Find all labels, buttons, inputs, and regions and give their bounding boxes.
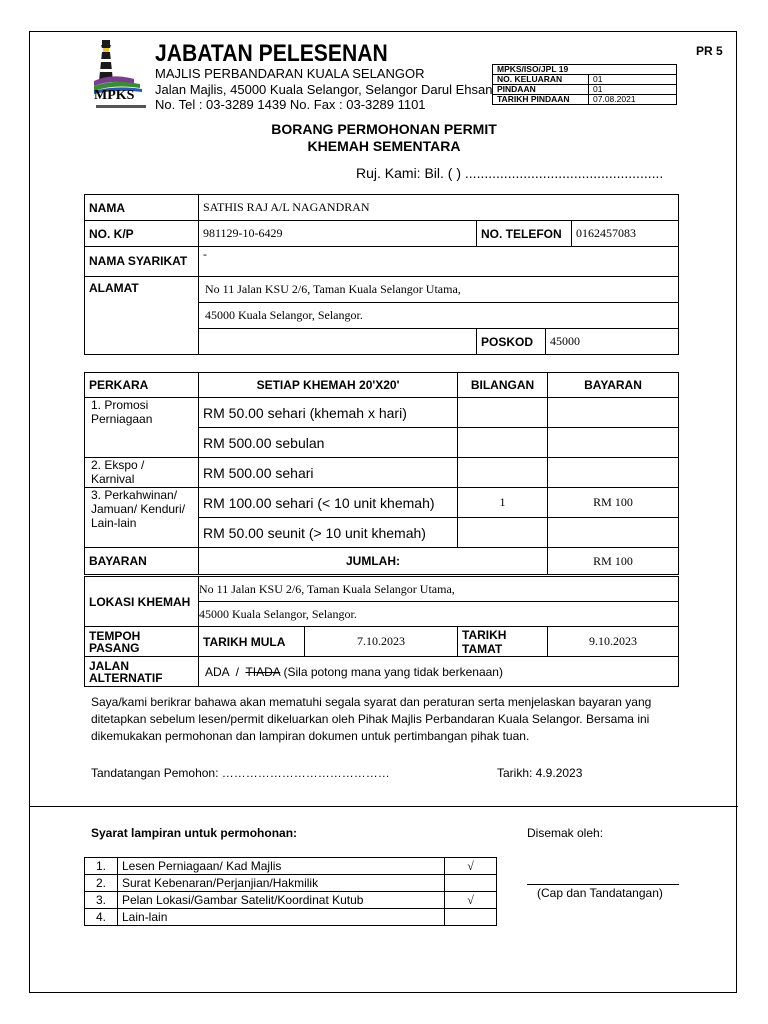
poskod-label: POSKOD: [477, 329, 546, 355]
item1-rate-b: RM 500.00 sebulan: [199, 428, 458, 458]
mula-field[interactable]: 7.10.2023: [305, 627, 458, 657]
iso-code: MPKS/ISO/JPL 19: [493, 65, 677, 75]
item2-label: [85, 458, 199, 488]
section-divider: [29, 806, 738, 807]
mula-label: TARIKH MULA: [199, 627, 305, 657]
attachment-item: Lain-lain: [118, 909, 445, 926]
syarikat-field[interactable]: -: [199, 247, 679, 277]
item2-label-text: 2. Ekspo / Karnival: [91, 458, 145, 486]
item1-count-a[interactable]: [458, 398, 548, 428]
attachment-checkbox[interactable]: [445, 909, 497, 926]
iso-value: 07.08.2021: [589, 95, 677, 105]
iso-value: 01: [589, 75, 677, 85]
item2-rate: RM 500.00 sehari: [199, 458, 458, 488]
kp-field[interactable]: 981129-10-6429: [199, 221, 477, 247]
stamp-signature-line[interactable]: [527, 884, 679, 885]
iso-value: 01: [589, 85, 677, 95]
attachment-no: 2.: [85, 875, 118, 892]
alamat-line3[interactable]: [199, 329, 477, 355]
nama-label: NAMA: [85, 195, 199, 221]
attachment-checkbox[interactable]: √: [445, 892, 497, 909]
stamp-label: (Cap dan Tandatangan): [537, 886, 663, 900]
attachment-checkbox[interactable]: √: [445, 858, 497, 875]
jalan-label: JALAN ALTERNATIF: [85, 657, 199, 687]
attachments-table: [84, 857, 497, 926]
iso-label: TARIKH PINDAAN: [493, 95, 589, 105]
attachments-title: Syarat lampiran untuk permohonan:: [91, 826, 298, 840]
alamat-line2[interactable]: 45000 Kuala Selangor, Selangor.: [199, 303, 679, 329]
jalan-note: (Sila potong mana yang tidak berkenaan): [280, 664, 503, 679]
telefon-label: NO. TELEFON: [477, 221, 572, 247]
attachment-item: Lesen Perniagaan/ Kad Majlis: [118, 858, 445, 875]
iso-label: NO. KELUARAN: [493, 75, 589, 85]
attachment-no: 3.: [85, 892, 118, 909]
logo-text: MPKS: [94, 88, 135, 103]
bayaran-label: BAYARAN: [85, 548, 199, 575]
applicant-table: [84, 194, 679, 355]
department-title: JABATAN PELESENAN: [155, 40, 388, 67]
fees-header: BILANGAN: [458, 373, 548, 398]
fees-header: PERKARA: [85, 373, 199, 398]
tamat-field[interactable]: 9.10.2023: [548, 627, 679, 657]
location-table: [84, 576, 679, 687]
council-name: MAJLIS PERBANDARAN KUALA SELANGOR: [155, 66, 425, 81]
iso-info-table: [492, 64, 677, 105]
fees-header: SETIAP KHEMAH 20'X20': [199, 373, 458, 398]
item1-count-b[interactable]: [458, 428, 548, 458]
alamat-line1[interactable]: No 11 Jalan KSU 2/6, Taman Kuala Selangor Utama,: [199, 277, 679, 303]
reference-number: Ruj. Kami: Bil. ( ) ...................................................: [356, 165, 664, 181]
jalan-field[interactable]: [199, 657, 679, 687]
syarikat-label: NAMA SYARIKAT: [85, 247, 199, 277]
lokasi-label: LOKASI KHEMAH: [85, 577, 199, 627]
tamat-label: TARIKH TAMAT: [458, 627, 548, 657]
item1-rate-a: RM 50.00 sehari (khemah x hari): [199, 398, 458, 428]
attachment-item: Pelan Lokasi/Gambar Satelit/Koordinat Kutub: [118, 892, 445, 909]
fees-table: [84, 372, 679, 575]
item1-pay-a[interactable]: [548, 398, 679, 428]
item3-label: [85, 488, 199, 548]
attachment-checkbox[interactable]: [445, 875, 497, 892]
item3-count-a[interactable]: 1: [458, 488, 548, 518]
poskod-field[interactable]: 45000: [546, 329, 679, 355]
item3-pay-b[interactable]: [548, 518, 679, 548]
item3-rate-b: RM 50.00 seunit (> 10 unit khemah): [199, 518, 458, 548]
jumlah-field[interactable]: RM 100: [548, 548, 679, 575]
tempoh-label: TEMPOH PASANG: [85, 627, 199, 657]
form-title-line2: KHEMAH SEMENTARA: [307, 138, 461, 154]
jalan-ada: ADA /: [205, 664, 246, 679]
page-code: PR 5: [696, 44, 723, 58]
item3-count-b[interactable]: [458, 518, 548, 548]
attachment-item: Surat Kebenaran/Perjanjian/Hakmilik: [118, 875, 445, 892]
attachment-no: 1.: [85, 858, 118, 875]
lokasi-line2[interactable]: 45000 Kuala Selangor, Selangor.: [199, 602, 679, 627]
declaration-text: Saya/kami berikrar bahawa akan mematuhi segala syarat dan peraturan serta menjelaskan bayaran yang ditetapkan sebelum lesen/permit dikeluarkan oleh Pihak Majlis Perbandaran Kuala Selangor. Bersama ini dikemukakan permohonan dan lampiran dokumen untuk pertimbangan pihak tuan.: [91, 695, 652, 743]
telefon-field[interactable]: 0162457083: [572, 221, 679, 247]
jumlah-label: JUMLAH:: [199, 548, 548, 575]
item1-pay-b[interactable]: [548, 428, 679, 458]
item2-count[interactable]: [458, 458, 548, 488]
nama-field[interactable]: SATHIS RAJ A/L NAGANDRAN: [199, 195, 679, 221]
lokasi-line1[interactable]: No 11 Jalan KSU 2/6, Taman Kuala Selangor Utama,: [199, 577, 679, 602]
item2-pay[interactable]: [548, 458, 679, 488]
council-phone-fax: No. Tel : 03-3289 1439 No. Fax : 03-3289 1101: [155, 97, 426, 112]
item3-label-text: 3. Perkahwinan/ Jamuan/ Kenduri/ Lain-lain: [91, 488, 186, 530]
checked-by-label: Disemak oleh:: [527, 826, 604, 840]
council-address: Jalan Majlis, 45000 Kuala Selangor, Selangor Darul Ehsan: [155, 82, 493, 97]
jalan-tiada: TIADA: [245, 664, 281, 679]
fees-header: BAYARAN: [548, 373, 679, 398]
signature-field[interactable]: Tandatangan Pemohon: ……………………………………: [91, 766, 390, 780]
alamat-label: ALAMAT: [85, 277, 199, 355]
mpks-logo: [92, 37, 150, 113]
logo-subtext: [96, 105, 146, 108]
declaration-date[interactable]: Tarikh: 4.9.2023: [497, 766, 583, 780]
item3-rate-a: RM 100.00 sehari (< 10 unit khemah): [199, 488, 458, 518]
item1-label-text: 1. Promosi Perniagaan: [91, 398, 153, 426]
attachment-no: 4.: [85, 909, 118, 926]
item3-pay-a[interactable]: RM 100: [548, 488, 679, 518]
kp-label: NO. K/P: [85, 221, 199, 247]
iso-label: PINDAAN: [493, 85, 589, 95]
item1-label: [85, 398, 199, 458]
form-title-line1: BORANG PERMOHONAN PERMIT: [271, 121, 497, 137]
